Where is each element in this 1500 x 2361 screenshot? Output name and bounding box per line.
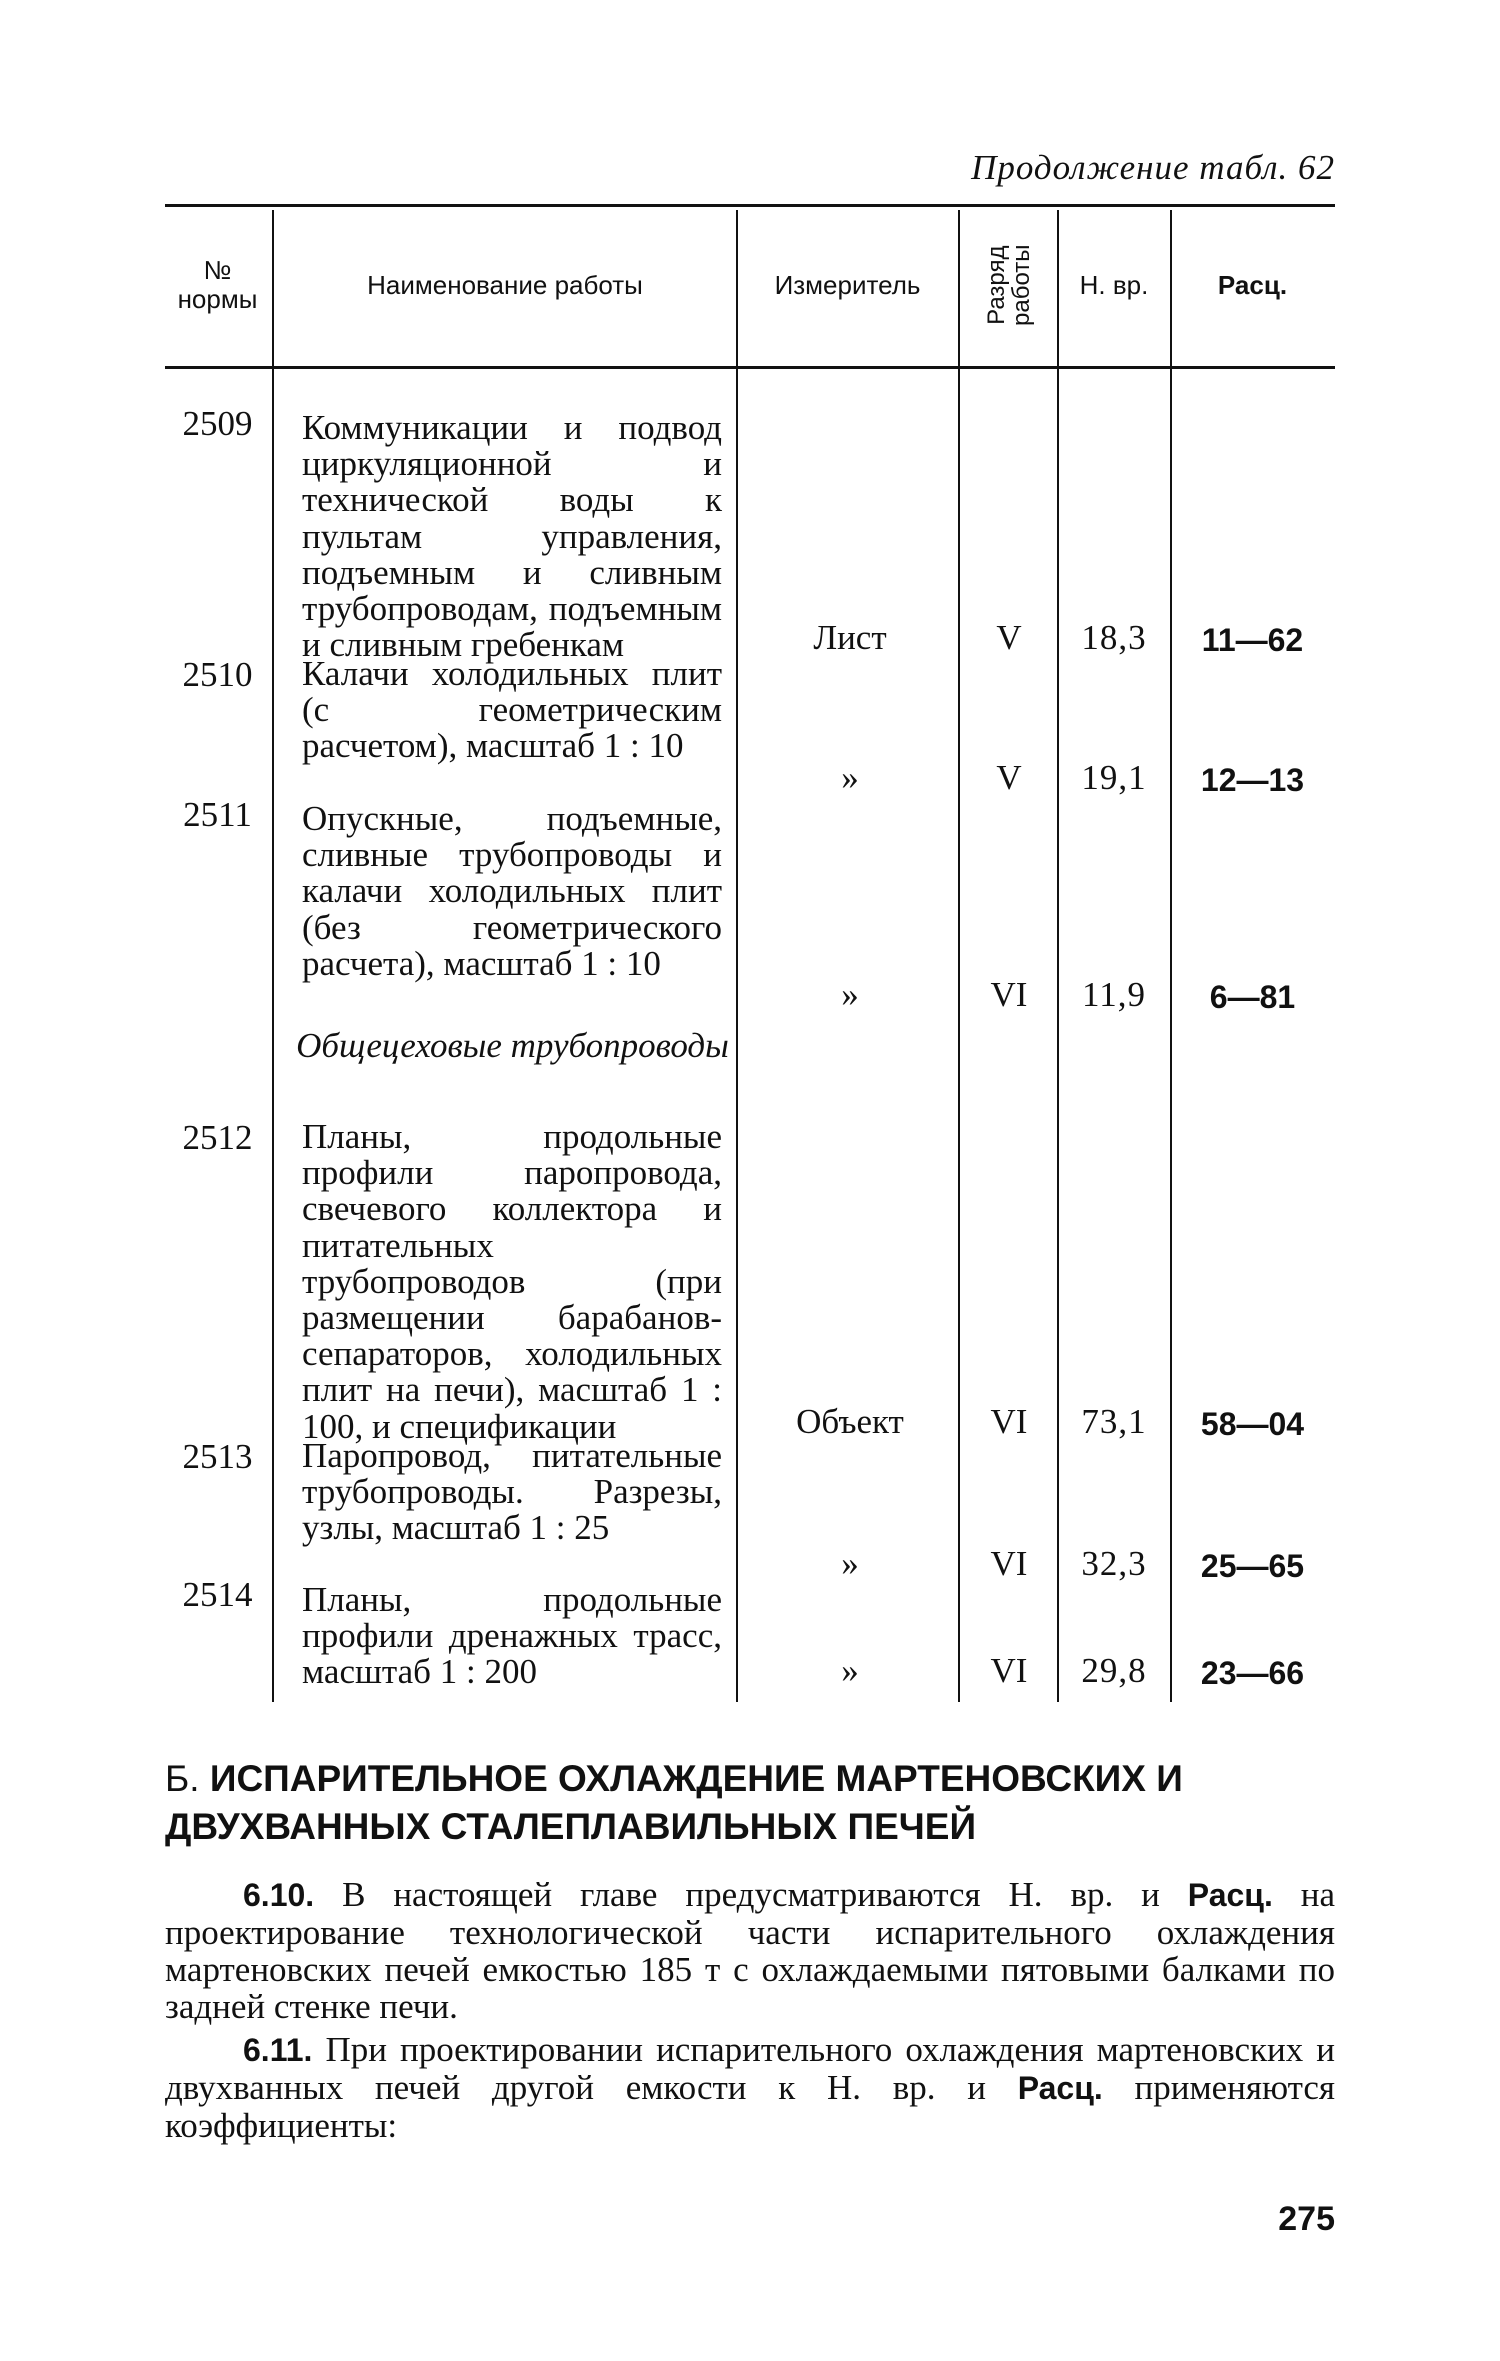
- row-number: 2514: [182, 1575, 253, 1614]
- row-number: 2512: [182, 1118, 253, 1157]
- column-divider: [1057, 210, 1059, 1702]
- section-heading: [165, 1755, 1335, 1851]
- row-hvr: 19,1: [1081, 758, 1147, 797]
- paragraph-text: применяются коэффициенты:: [165, 2068, 1336, 2145]
- row-measure: »: [841, 975, 859, 1014]
- column-divider: [272, 210, 274, 1702]
- row-number: 2511: [183, 795, 252, 834]
- row-category: VI: [990, 975, 1028, 1014]
- paragraph-text: При проектировании испарительного охлаждения мартеновских и двухванных печей другой емкости к Н. вр. и: [165, 2030, 1335, 2107]
- paragraph: [165, 2031, 1335, 2144]
- table-top-rule: [165, 204, 1335, 207]
- row-category: V: [996, 758, 1022, 797]
- row-category: VI: [990, 1651, 1028, 1690]
- row-description: Калачи холодильных плит (с геометрическим расчетом), масштаб 1 : 10: [302, 654, 722, 766]
- row-measure: »: [841, 1651, 859, 1690]
- row-measure: »: [841, 1544, 859, 1583]
- header-number: № нормы: [177, 255, 258, 314]
- table-continuation-label: Продолжение табл. 62: [971, 148, 1335, 187]
- row-rasc: 6—81: [1209, 979, 1296, 1015]
- page-number: 275: [1278, 2200, 1335, 2238]
- row-rasc: 25—65: [1200, 1548, 1305, 1584]
- row-description: Коммуникации и подвод циркуляционной и технической воды к пультам управления, подъемным и сливным трубопроводам, подъемным и сливным гребенкам: [302, 408, 722, 665]
- paragraph-bold-term: Расц.: [1187, 1877, 1273, 1913]
- row-rasc: 58—04: [1200, 1406, 1305, 1442]
- row-category: VI: [990, 1402, 1028, 1441]
- header-name: Наименование работы: [367, 269, 643, 300]
- row-description: Планы, продольные профили паропровода, свечевого коллектора и питательных трубопроводов (при размещении барабанов-сепараторов, холодильных плит на печи), масштаб 1 : 100, и спецификации: [302, 1117, 722, 1446]
- paragraph-bold-term: Расц.: [1017, 2070, 1103, 2106]
- row-measure: Объект: [796, 1402, 904, 1441]
- row-category: V: [996, 618, 1022, 657]
- paragraph-text: В настоящей главе предусматриваются Н. вр. и: [314, 1875, 1188, 1914]
- row-category: VI: [990, 1544, 1028, 1583]
- row-description: Планы, продольные профили дренажных трасс, масштаб 1 : 200: [302, 1580, 722, 1692]
- row-description: Паропровод, питательные трубопроводы. Разрезы, узлы, масштаб 1 : 25: [302, 1436, 722, 1548]
- column-divider: [736, 210, 738, 1702]
- row-rasc: 23—66: [1200, 1655, 1305, 1691]
- row-hvr: 18,3: [1081, 618, 1147, 657]
- paragraph-number: 6.11.: [243, 2032, 313, 2068]
- row-number: 2510: [182, 655, 253, 694]
- row-measure: Лист: [813, 618, 887, 657]
- header-category: [960, 210, 1058, 360]
- row-measure: »: [841, 758, 859, 797]
- row-hvr: 11,9: [1082, 975, 1146, 1014]
- section-title-text: ИСПАРИТЕЛЬНОЕ ОХЛАЖДЕНИЕ МАРТЕНОВСКИХ И ДВУХВАННЫХ СТАЛЕПЛАВИЛЬНЫХ ПЕЧЕЙ: [165, 1758, 1183, 1847]
- header-measure: Измеритель: [774, 269, 921, 300]
- row-hvr: 73,1: [1081, 1402, 1147, 1441]
- paragraph: [165, 1876, 1335, 2025]
- row-number: 2513: [182, 1437, 253, 1476]
- header-rasc: Расц.: [1217, 269, 1288, 300]
- header-category-text: Разряд работы: [982, 244, 1035, 326]
- section-letter: Б.: [165, 1758, 200, 1799]
- paragraph-text: на проектирование технологической части испарительного охлаждения мартеновских печей емкостью 185 т с охлаждаемыми пятовыми балками по задней стенке печи.: [165, 1875, 1336, 2026]
- paragraph-number: 6.10.: [243, 1877, 315, 1913]
- row-number: 2509: [182, 404, 253, 443]
- table-header-rule: [165, 366, 1335, 369]
- row-description: Опускные, подъемные, сливные трубопроводы и калачи холодильных плит (без геометрического расчета), масштаб 1 : 10: [302, 799, 722, 983]
- row-hvr: 32,3: [1081, 1544, 1147, 1583]
- row-hvr: 29,8: [1081, 1651, 1147, 1690]
- row-rasc: 12—13: [1200, 762, 1305, 798]
- header-hvr: Н. вр.: [1079, 269, 1149, 300]
- table-subheading: Общецеховые трубопроводы: [296, 1026, 729, 1065]
- column-divider: [958, 210, 960, 1702]
- row-rasc: 11—62: [1201, 622, 1304, 658]
- column-divider: [1170, 210, 1172, 1702]
